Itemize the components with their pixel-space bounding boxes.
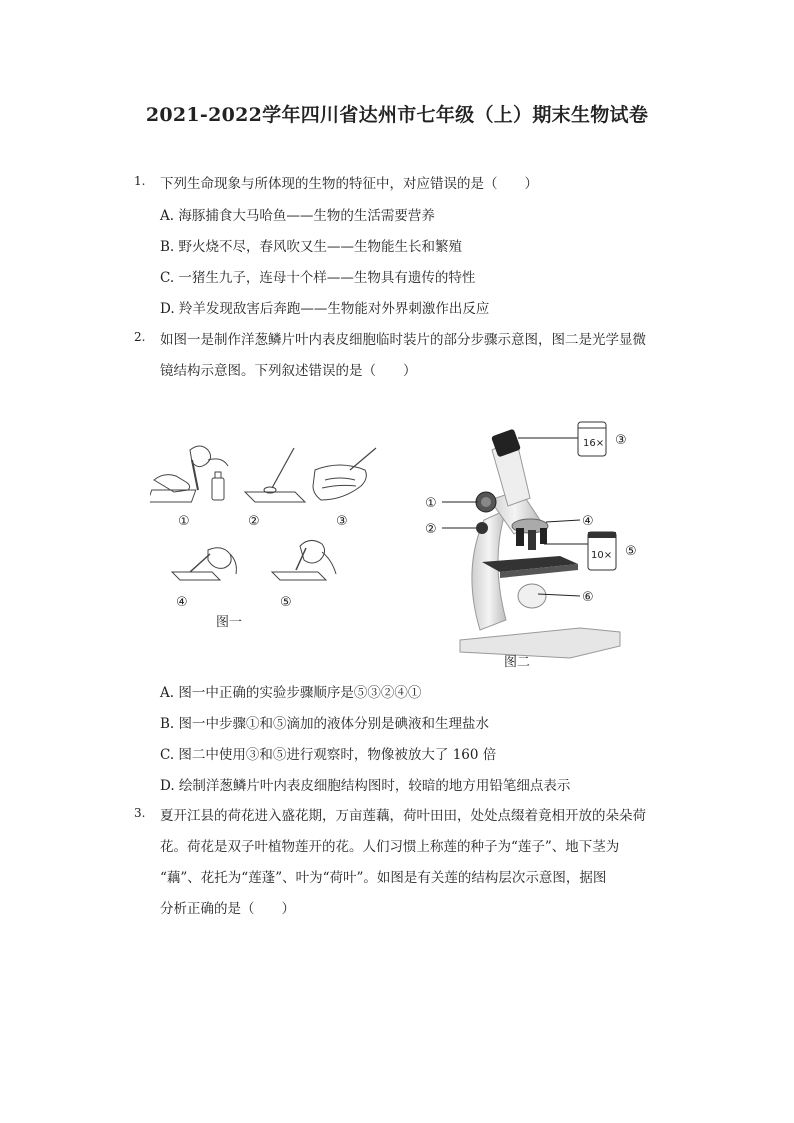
question-1-option-b: B. 野火烧不尽，春风吹又生——生物能生长和繁殖	[160, 239, 463, 255]
question-2-option-b: B. 图一中步骤①和⑤滴加的液体分别是碘液和生理盐水	[160, 716, 490, 732]
figure-2-microscope	[420, 410, 660, 675]
question-1-option-a: A. 海豚捕食大马哈鱼——生物的生活需要营养	[160, 208, 435, 224]
eyepiece-16x-icon	[578, 422, 606, 456]
question-3-text-line-3: “藕”、花托为“莲蓬”、叶为“荷叶”。如图是有关莲的结构层次示意图，据图	[160, 870, 607, 886]
part-label-5: ⑤	[625, 544, 637, 559]
part-label-4: ④	[582, 514, 594, 529]
question-1-option-c: C. 一猪生九子，连母十个样——生物具有遗传的特性	[160, 270, 476, 286]
eyepiece-magnification: 16×	[583, 438, 605, 449]
question-3-number: 3.	[134, 806, 146, 820]
figure-2-caption: 图二	[504, 655, 531, 670]
figure-1-slide-steps	[150, 440, 390, 640]
page-title: 2021-2022学年四川省达州市七年级（上）期末生物试卷	[145, 104, 649, 126]
part-label-3: ③	[615, 433, 627, 448]
question-1-number: 1.	[134, 174, 146, 188]
question-2-option-d: D. 绘制洋葱鳞片叶内表皮细胞结构图时，较暗的地方用铅笔细点表示	[160, 778, 571, 794]
question-3-text-line-1: 夏开江县的荷花进入盛花期，万亩莲藕，荷叶田田，处处点缀着竟相开放的朵朵荷	[160, 808, 646, 824]
objective-magnification: 10×	[591, 550, 613, 561]
question-1-text: 下列生命现象与所体现的生物的特征中，对应错误的是（ ）	[160, 176, 538, 192]
question-3-text-line-4: 分析正确的是（ ）	[160, 901, 295, 917]
question-2-number: 2.	[134, 330, 146, 344]
question-2-text-line-1: 如图一是制作洋葱鳞片叶内表皮细胞临时装片的部分步骤示意图，图二是光学显微	[160, 332, 646, 348]
step-label-3: ③	[336, 514, 348, 529]
question-1-option-d: D. 羚羊发现敌害后奔跑——生物能对外界刺激作出反应	[160, 301, 490, 317]
step-3-drawing	[313, 448, 376, 500]
objective-10x-icon	[588, 532, 616, 570]
part-label-1: ①	[425, 496, 437, 511]
step-label-4: ④	[176, 595, 188, 610]
step-5-drawing	[272, 540, 336, 580]
figure-1-caption: 图一	[216, 615, 243, 630]
part-label-2: ②	[425, 522, 437, 537]
question-2-text-line-2: 镜结构示意图。下列叙述错误的是（ ）	[160, 363, 417, 379]
question-3-text-line-2: 花。荷花是双子叶植物莲开的花。人们习惯上称莲的种子为“莲子”、地下茎为	[160, 839, 620, 855]
question-2-option-a: A. 图一中正确的实验步骤顺序是⑤③②④①	[160, 685, 422, 701]
step-2-drawing	[245, 448, 305, 502]
step-label-1: ①	[178, 514, 190, 529]
part-label-6: ⑥	[582, 590, 594, 605]
step-1-drawing	[150, 446, 228, 502]
step-4-drawing	[172, 548, 236, 580]
step-label-2: ②	[248, 514, 260, 529]
step-label-5: ⑤	[280, 595, 292, 610]
question-2-option-c: C. 图二中使用③和⑤进行观察时，物像被放大了 160 倍	[160, 747, 497, 763]
